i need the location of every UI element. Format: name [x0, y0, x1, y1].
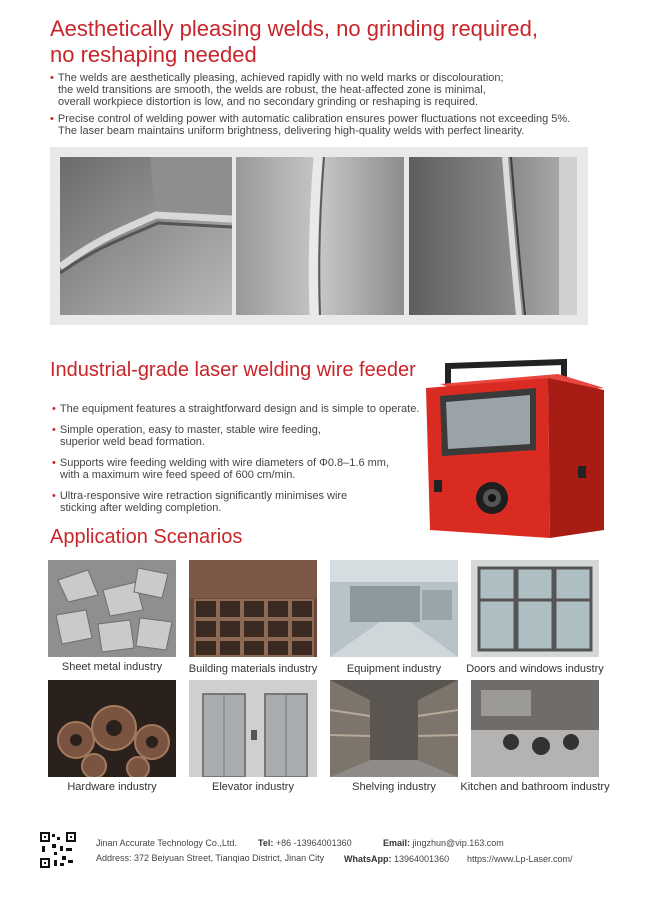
whatsapp	[344, 854, 449, 864]
feeder-bullet: • Ultra-responsive wire retraction significantly minimises wire sticking after welding completion.	[52, 490, 422, 514]
scenario-caption: Doors and windows industry	[466, 663, 604, 675]
title-line-1: Aesthetically pleasing welds, no grinding required,	[50, 16, 538, 41]
email-value[interactable]: jingzhun@vip.163.com	[412, 838, 504, 848]
tel-label: Tel:	[258, 838, 274, 848]
scenario-caption: Equipment industry	[346, 663, 442, 675]
tel-value[interactable]: +86 -13964001360	[275, 838, 352, 848]
company-name: Jinan Accurate Technology Co.,Ltd.	[96, 838, 237, 848]
scenario-caption: Building materials industry	[188, 663, 318, 675]
scenario-image-elevator	[189, 680, 317, 777]
feeder-bullet-list	[52, 403, 422, 514]
company-address: Address: 372 Beiyuan Street, Tianqiao District, Jinan City	[96, 853, 325, 863]
bullet-line: The welds are aesthetically pleasing, achieved rapidly with no weld marks or discolouration;	[57, 72, 504, 84]
qr-code-icon	[40, 832, 76, 868]
feeder-bullet: • The equipment features a straightforward design and is simple to operate.	[52, 403, 420, 415]
bullet-line: the weld transitions are smooth, the welds are robust, the heat-affected zone is minimal,	[58, 84, 486, 96]
scenario-image-equipment	[330, 560, 458, 657]
weld-photo-seam	[409, 157, 577, 315]
wire-feeder-machine-image	[418, 358, 608, 540]
bullet-line: overall workpiece distortion is low, and no secondary grinding or reshaping is required.	[58, 96, 479, 108]
scenario-image-sheet-metal	[48, 560, 176, 657]
email	[383, 838, 504, 848]
scenario-caption: Sheet metal industry	[61, 661, 163, 673]
bullet-line: Supports wire feeding welding with wire diameters of Φ0.8–1.6 mm,	[59, 457, 390, 469]
telephone	[258, 838, 352, 848]
weld-photo-butt	[236, 157, 404, 315]
scenario-caption: Shelving industry	[352, 781, 436, 793]
scenario-image-doors-windows	[471, 560, 599, 657]
scenario-caption: Hardware industry	[67, 781, 157, 793]
bullet-line: Simple operation, easy to master, stable wire feeding,	[59, 424, 321, 436]
whatsapp-value[interactable]: 13964001360	[394, 854, 450, 864]
email-label: Email:	[383, 838, 411, 848]
bullet-line: with a maximum wire feed speed of 600 cm/min.	[60, 469, 296, 481]
section-title-wire-feeder: Industrial-grade laser welding wire feeder	[50, 359, 416, 381]
bullet-line: Ultra-responsive wire retraction significantly minimises wire	[59, 490, 348, 502]
bullet-power-control: • Precise control of welding power with automatic calibration ensures power fluctuations not exceeding 5%. The laser beam maintains uniform brightness, delivering high-quality welds with perfect linearity.	[50, 113, 571, 137]
scenario-caption: Elevator industry	[212, 781, 294, 793]
scenario-image-building-materials	[189, 560, 317, 657]
bullet-line: superior weld bead formation.	[60, 436, 205, 448]
bullet-line: The equipment features a straightforward design and is simple to operate.	[59, 403, 420, 415]
scenario-image-hardware	[48, 680, 176, 777]
section-title-welds	[50, 16, 538, 68]
bullet-line: sticking after welding completion.	[60, 502, 222, 514]
bullet-line: The laser beam maintains uniform brightness, delivering high-quality welds with perfect linearity.	[58, 125, 525, 137]
whatsapp-label: WhatsApp:	[344, 854, 392, 864]
scenario-caption: Kitchen and bathroom industry	[460, 781, 610, 793]
scenario-image-shelving	[330, 680, 458, 777]
bullet-weld-quality: • The welds are aesthetically pleasing, achieved rapidly with no weld marks or discolouration; the weld transitions are smooth, the welds are robust, the heat-affected zone is minimal, overall workpiece distortion is low, and no secondary grinding or reshaping is required.	[50, 72, 504, 108]
weld-photo-corner	[60, 157, 232, 315]
website-link[interactable]: https://www.Lp-Laser.com/	[467, 854, 573, 864]
bullet-line: Precise control of welding power with automatic calibration ensures power fluctuations not exceeding 5%.	[57, 113, 571, 125]
scenario-image-kitchen	[471, 680, 599, 777]
title-line-2: no reshaping needed	[50, 42, 257, 67]
section-title-applications: Application Scenarios	[50, 526, 243, 548]
feeder-bullet: • Supports wire feeding welding with wire diameters of Φ0.8–1.6 mm, with a maximum wire feed speed of 600 cm/min.	[52, 457, 422, 481]
feeder-bullet: • Simple operation, easy to master, stable wire feeding, superior weld bead formation.	[52, 424, 422, 448]
